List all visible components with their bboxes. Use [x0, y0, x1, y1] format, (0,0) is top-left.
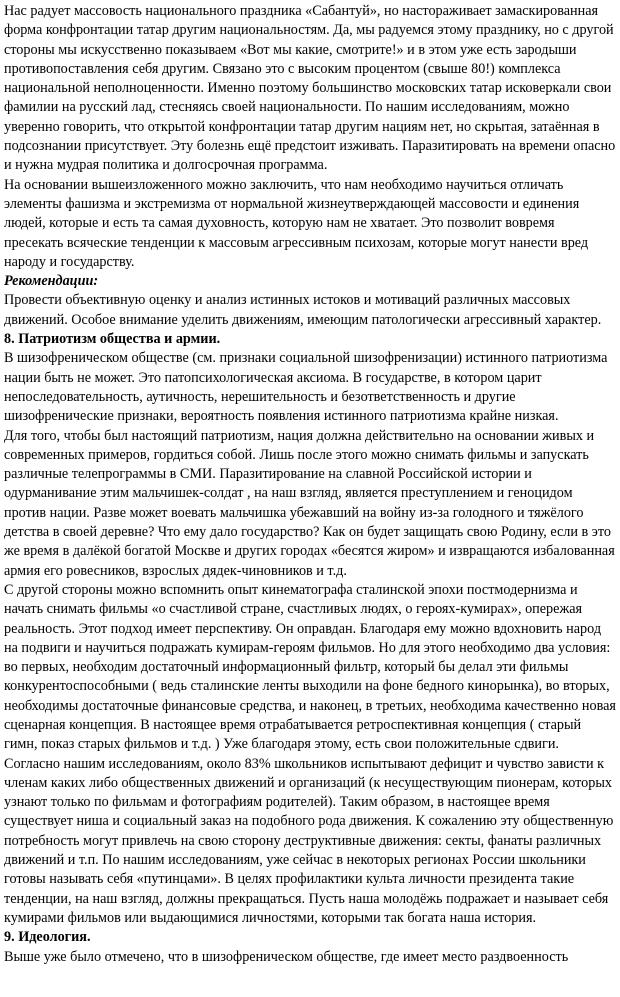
paragraph-recommendation: Провести объективную оценку и анализ истинных истоков и мотиваций различных массовых движений. Особое внимание уделить движениям, имеющим патологически агрессивный характер. [4, 292, 602, 328]
paragraph-conclusion: На основании вышеизложенного можно заключить, что нам необходимо научиться отличать элементы фашизма и экстремизма от нормальной жизнеутверждающей массовости и единения людей, которые и есть та самая духовность, которую нам не хватает. Это позволит вовремя пресекать всяческие тенденции к массовым агрессивным психозам, которые могут нанести вред народу и государству. [4, 176, 589, 270]
paragraph-stalin-cinema: С другой стороны можно вспомнить опыт кинематографа сталинской эпохи постмодернизма и начать снимать фильмы «о счастливой стране, счастливых людях, о героях-кумирах», опережая реальность. Этот подход имеет перспективу. Он оправдан. Благодаря ему можно вдохновить народ на подвиги и научиться подражать кумирам-героям фильмов. Но для этого необходимо два условия: во первых, необходим достаточный информационный фильтр, который бы делал эти фильмы конкурентоспособными ( ведь сталинские ленты выходили на фоне бедного кинорынка), во вторых, необходимы достаточные финансовые средства, и наконец, в третьих, необходима качественно новая сценарная концепция. В настоящее время отрабатывается ретроспективная концепция ( старый гимн, показ старых фильмов и т.д. ) Уже благодаря этому, есть свои положительные сдвиги. [4, 581, 616, 753]
section-heading-9: 9. Идеология. [4, 929, 91, 946]
recommendations-label: Рекомендации: [4, 273, 99, 290]
paragraph-sabantuy: Нас радует массовость национального праздника «Сабантуй», но настораживает замаскированная форма конфронтации татар другим национальностям. Да, мы радуемся этому празднику, но с другой стороны мы искусственно показываем «Вот мы какие, смотрите!» и в этом уже есть зародыши противопоставления себя другим. Связано это с высоким процентом (свыше 80!) комплекса национальной неполноценности. Именно поэтому большинство московских татар исковеркали свои фамилии на русский лад, стесняясь своей национальности. По нашим исследованиям, можно уверенно говорить, что открытой конфронтации татар другим нациям нет, но скрытая, затаённая в подсознании присутствует. Эту болезнь ещё предстоит изживать. Паразитировать на времени опасно и нужна мудрая политика и долгосрочная программа. [4, 3, 616, 174]
paragraph-real-patriotism: Для того, чтобы был настоящий патриотизм, нация должна действительно на основании живых и современных примеров, гордиться собой. Лишь после этого можно снимать фильмы и запускать различные телепрограммы в СМИ. Паразитирование на славной Российской истории и одурманивание этим мальчишек-солдат , на наш взгляд, является преступлением и геноцидом против нации. Разве может воевать мальчишка убежавший на войну из-за голодного и тяжёлого детства в своей деревне? Что ему дало государство? Как он будет защищать свою Родину, если в это же время в далёкой богатой Москве и других городах «бесятся жиром» и извращаются избалованная армия его ровесников, взрослых дядек-чиновников и т.д. [4, 427, 615, 579]
paragraph-schoolchildren-research: Согласно нашим исследованиям, около 83% школьников испытывают дефицит и чувство зависти к членам каких либо общественных движений и организаций (к несуществующим пионерам, которых узнают только по фильмам и фотографиям родителей). Таким образом, в настоящее время существует ниша и социальный заказ на подобного рода движения. К сожалению эту общественную потребность могут привлечь на свою сторону деструктивные движения: секты, фанаты различных движений и т.п. По нашим исследованиям, уже сейчас в некоторых регионах России школьники готовы называть себя «путинцами». В целях профилактики культа личности президента такие тенденции, на наш взгляд, должны прекращаться. Пусть наша молодёжь подражает и называет себя кумирами фильмов или выдающимися личностями, которыми так богата наша история. [4, 755, 614, 926]
paragraph-ideology: Выше уже было отмечено, что в шизофреническом обществе, где имеет место раздвоенность [4, 948, 569, 965]
section-heading-8: 8. Патриотизм общества и армии. [4, 331, 221, 348]
paragraph-patriotism-axiom: В шизофреническом обществе (см. признаки социальной шизофренизации) истинного патриотизма нации быть не может. Это патопсихологическая аксиома. В государстве, в котором царит непоследовательность, аутичность, нерешительность и безответственность и другие шизофренические признаки, вероятность появления истинного патриотизма крайне низкая. [4, 350, 608, 425]
